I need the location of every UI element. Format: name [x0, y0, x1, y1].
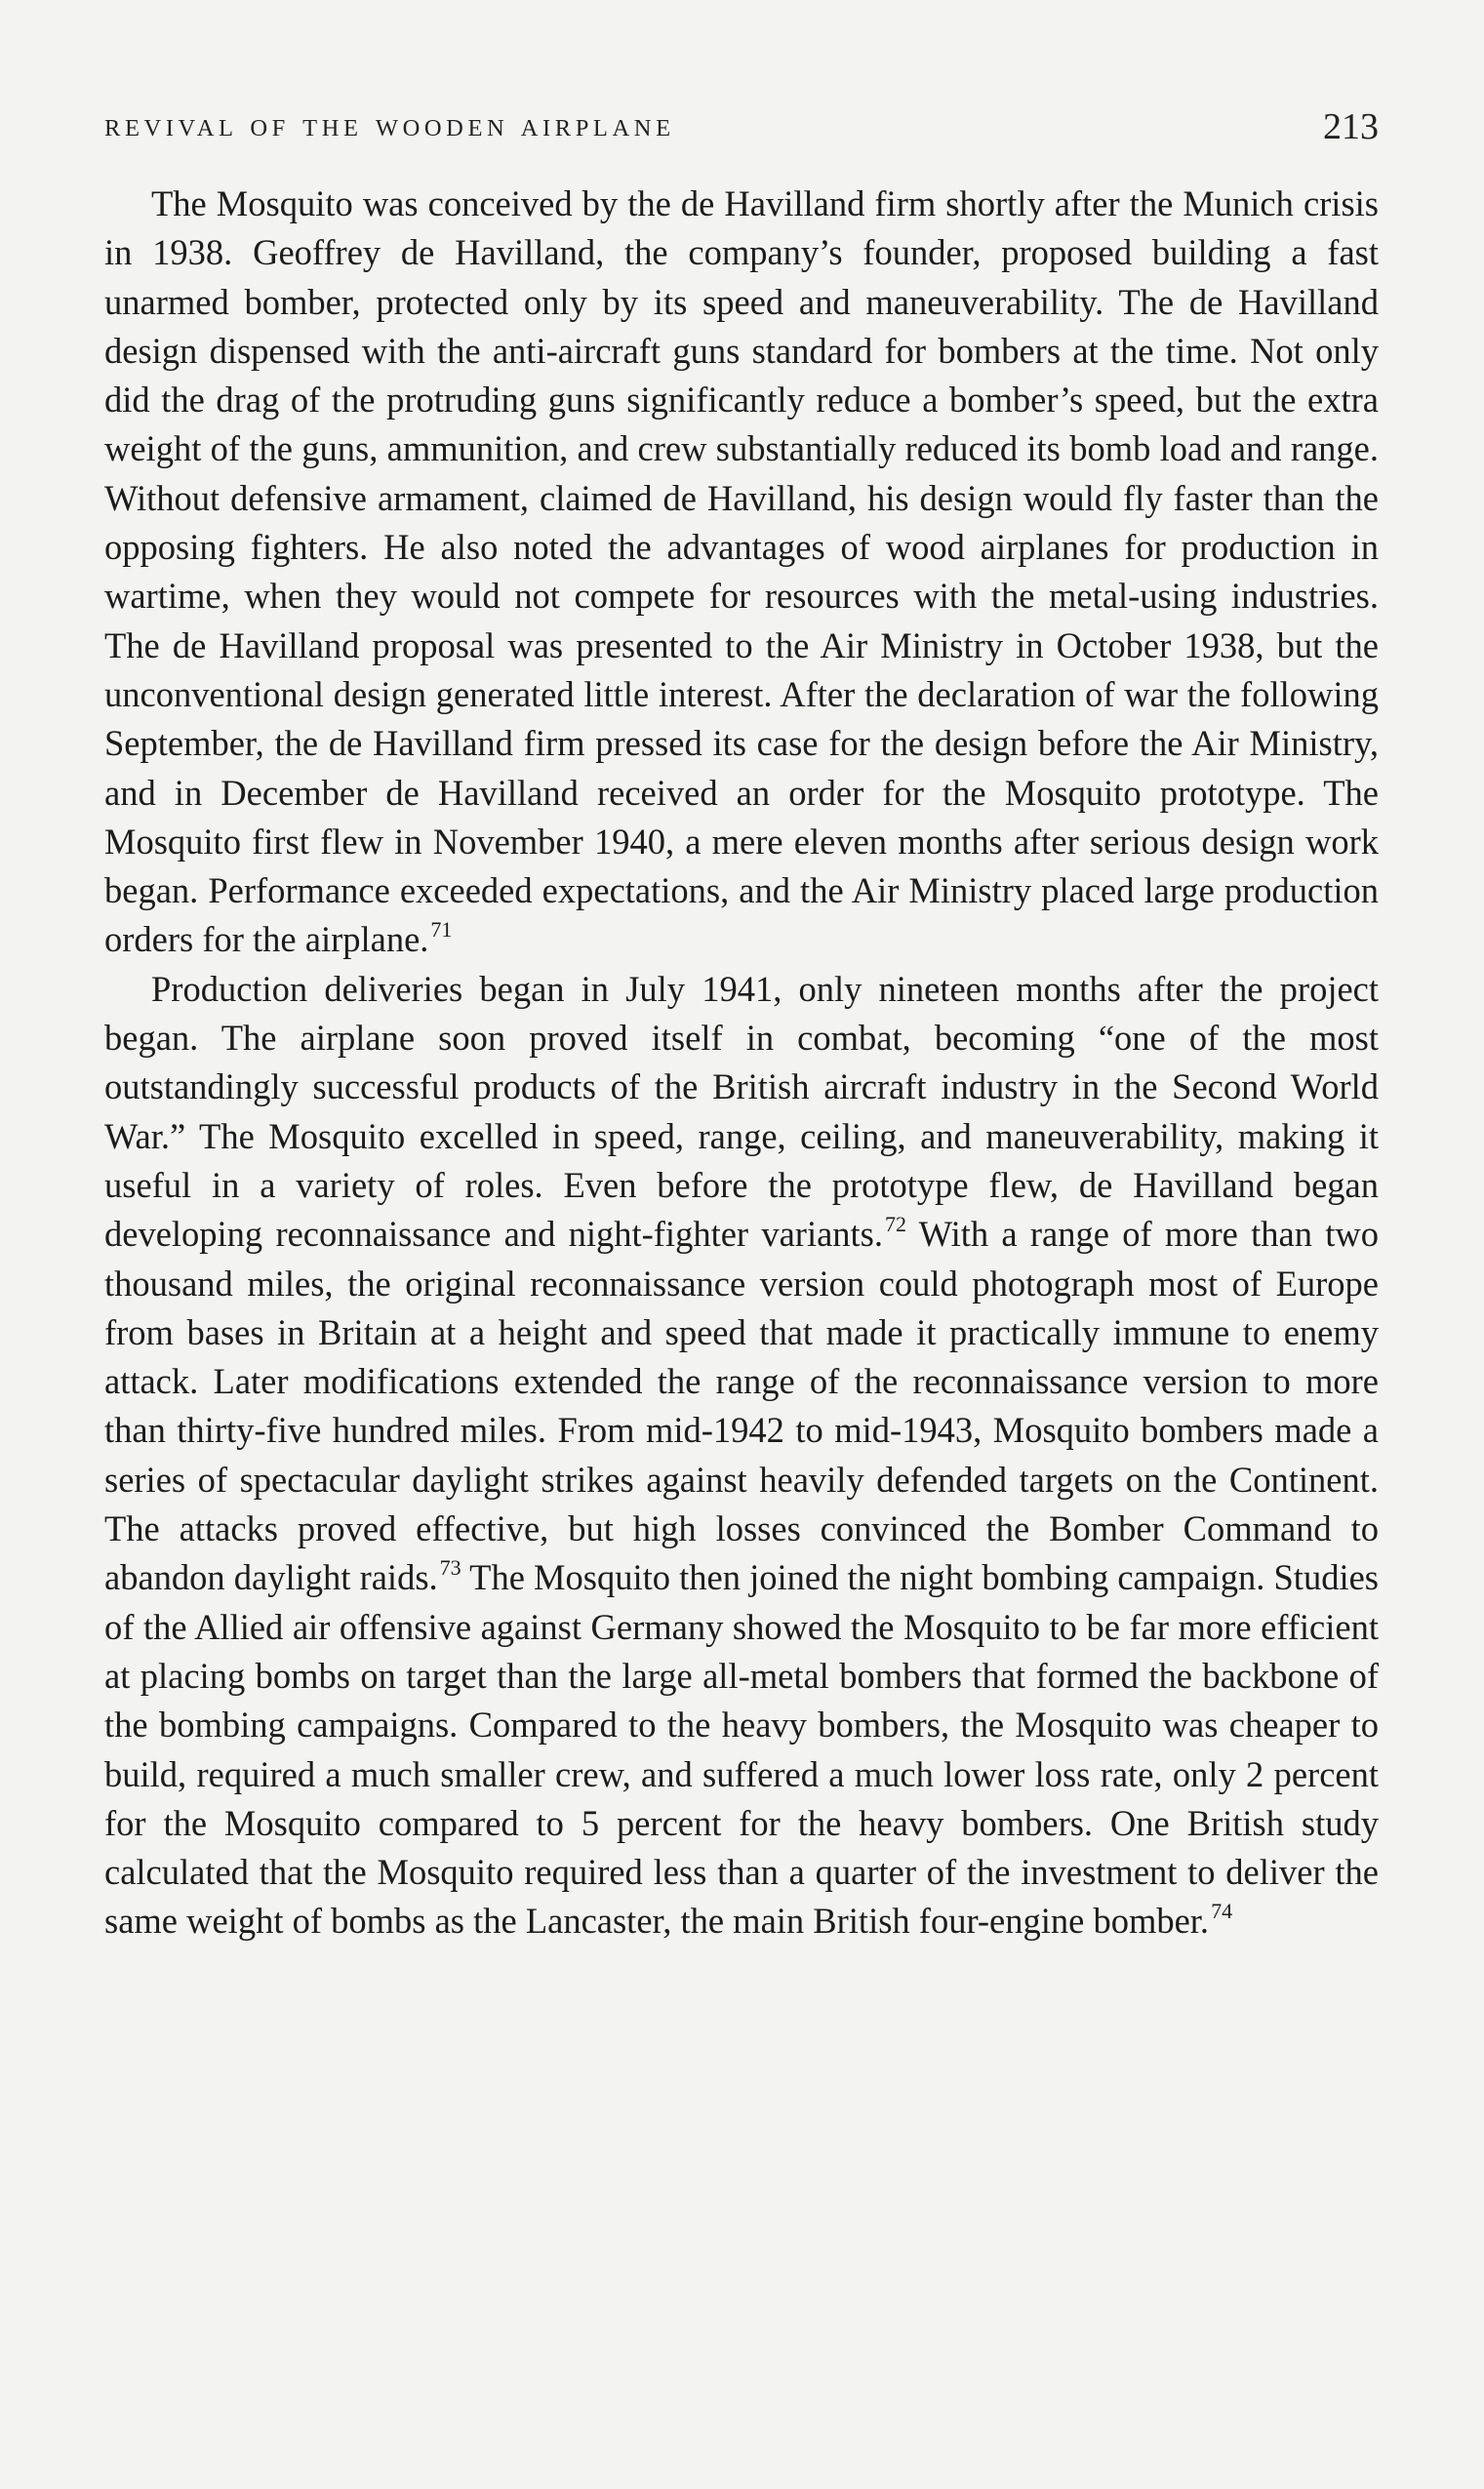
running-title: REVIVAL OF THE WOODEN AIRPLANE — [104, 115, 675, 141]
body-text — [104, 180, 1379, 1947]
footnote-ref-72: 72 — [885, 1212, 907, 1237]
running-head — [104, 105, 1379, 154]
paragraph-1-text: The Mosquito was conceived by the de Havilland firm shortly after the Munich crisis in 1938. Geoffrey de Havilland, the company’s founder, proposed building a fast unarmed bomber, protected only by its speed and maneuverability. The de Havilland design dispensed with the anti-aircraft guns standard for bombers at the time. Not only did the drag of the protruding guns significantly reduce a bomber’s speed, but the extra weight of the guns, ammunition, and crew substantially reduced its bomb load and range. Without defensive armament, claimed de Havilland, his design would fly faster than the opposing fighters. He also noted the advantages of wood airplanes for production in wartime, when they would not compete for resources with the metal-using industries. The de Havilland proposal was presented to the Air Ministry in October 1938, but the unconventional design generated little interest. After the declaration of war the following September, the de Havilland firm pressed its case for the design before the Air Ministry, and in December de Havilland received an order for the Mosquito prototype. The Mosquito first flew in November 1940, a mere eleven months after serious design work began. Performance exceeded expectations, and the Air Ministry placed large production orders for the airplane. — [104, 183, 1379, 960]
footnote-ref-73: 73 — [439, 1555, 461, 1581]
footnote-ref-74: 74 — [1211, 1899, 1233, 1924]
book-page — [104, 105, 1379, 1947]
paragraph-2-text-part-1: Production deliveries began in July 1941, only nineteen months after the project began. The airplane soon proved itself in combat, becoming “one of the most outstandingly successful products of the British aircraft industry in the Second World War.” The Mosquito excelled in speed, range, ceiling, and maneuverability, making it useful in a variety of roles. Even before the prototype flew, de Havilland began developing reconnaissance and night-fighter variants. — [104, 968, 1379, 1255]
paragraph-1 — [104, 180, 1379, 965]
footnote-ref-71: 71 — [430, 917, 453, 943]
paragraph-2-text-part-2: With a range of more than two thousand miles, the original reconnaissance version could photograph most of Europe from bases in Britain at a height and speed that made it practically immune to enemy attack. Later modifications extended the range of the reconnaissance version to more than thirty-five hundred miles. From mid-1942 to mid-1943, Mosquito bombers made a series of spectacular daylight strikes against heavily defended targets on the Continent. The attacks proved effective, but high losses convinced the Bomber Command to abandon daylight raids. — [104, 1214, 1379, 1598]
page-number: 213 — [1323, 106, 1379, 147]
paragraph-2 — [104, 965, 1379, 1947]
paragraph-2-text-part-3: The Mosquito then joined the night bombing campaign. Studies of the Allied air offensive against Germany showed the Mosquito to be far more efficient at placing bombs on target than the large all-metal bombers that formed the backbone of the bombing campaigns. Compared to the heavy bombers, the Mosquito was cheaper to build, required a much smaller crew, and suffered a much lower loss rate, only 2 percent for the Mosquito compared to 5 percent for the heavy bombers. One British study calculated that the Mosquito required less than a quarter of the investment to deliver the same weight of bombs as the Lancaster, the main British four-engine bomber. — [104, 1557, 1379, 1942]
